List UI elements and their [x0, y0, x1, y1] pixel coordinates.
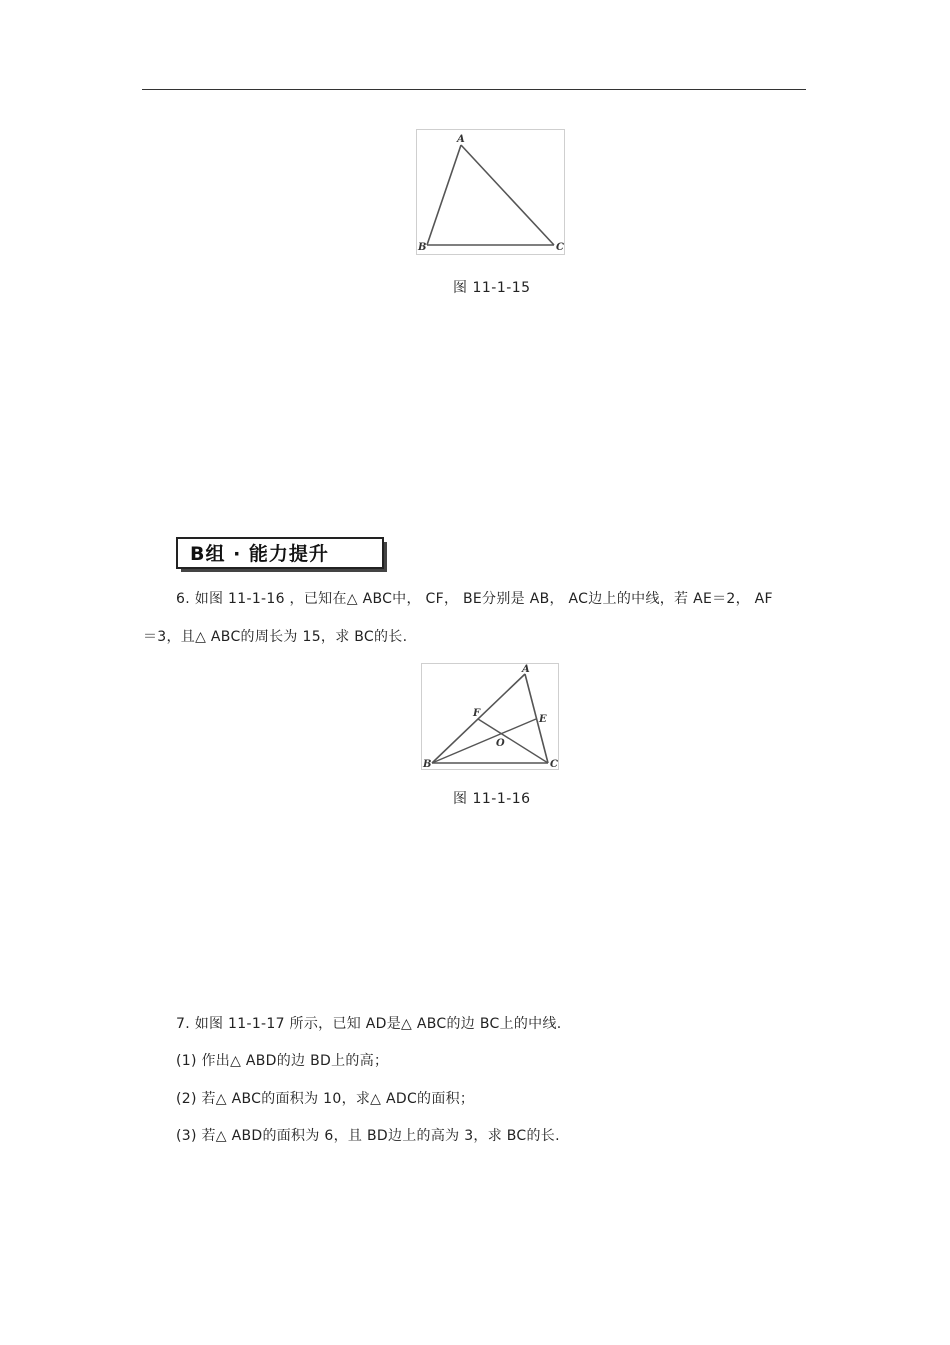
median-be — [432, 719, 536, 763]
vertex-label-b: B — [423, 759, 432, 769]
side-ab — [427, 145, 461, 245]
point-label-f: F — [473, 708, 481, 719]
vertex-label-c: C — [550, 759, 558, 769]
figure-caption-15: 图 11-1-15 — [453, 280, 531, 296]
vertex-label-c: C — [556, 242, 564, 253]
question-7-part-2: (2) 若△ ABC的面积为 10，求△ ADC的面积； — [176, 1091, 475, 1107]
question-7-part-3: (3) 若△ ABD的面积为 6，且 BD边上的高为 3，求 BC的长. — [176, 1128, 560, 1144]
question-7-part-1: (1) 作出△ ABD的边 BD上的高； — [176, 1053, 389, 1069]
question-6-line-2: ＝3，且△ ABC的周长为 15，求 BC的长. — [143, 629, 408, 645]
section-banner — [176, 537, 384, 569]
figure-11-1-16 — [421, 663, 559, 770]
side-ac — [461, 145, 554, 245]
figure-caption-16: 图 11-1-16 — [453, 791, 531, 807]
vertex-label-b: B — [418, 242, 427, 253]
vertex-label-a: A — [522, 664, 530, 675]
vertex-label-a: A — [457, 134, 465, 145]
question-6-line-1: 6. 如图 11-1-16 ，已知在△ ABC中， CF， BE分别是 AB， AC边上的中线，若 AE＝2， AF — [176, 591, 773, 607]
median-cf — [478, 719, 548, 763]
triangle-medians-diagram — [422, 664, 558, 769]
question-7-stem: 7. 如图 11-1-17 所示，已知 AD是△ ABC的边 BC上的中线. — [176, 1016, 562, 1032]
header-rule — [142, 89, 806, 90]
figure-11-1-15 — [416, 129, 565, 255]
triangle-abc-diagram — [417, 130, 564, 254]
point-label-o: O — [496, 738, 505, 749]
section-banner-title: B组 · 能力提升 — [190, 543, 329, 565]
point-label-e: E — [539, 714, 547, 725]
